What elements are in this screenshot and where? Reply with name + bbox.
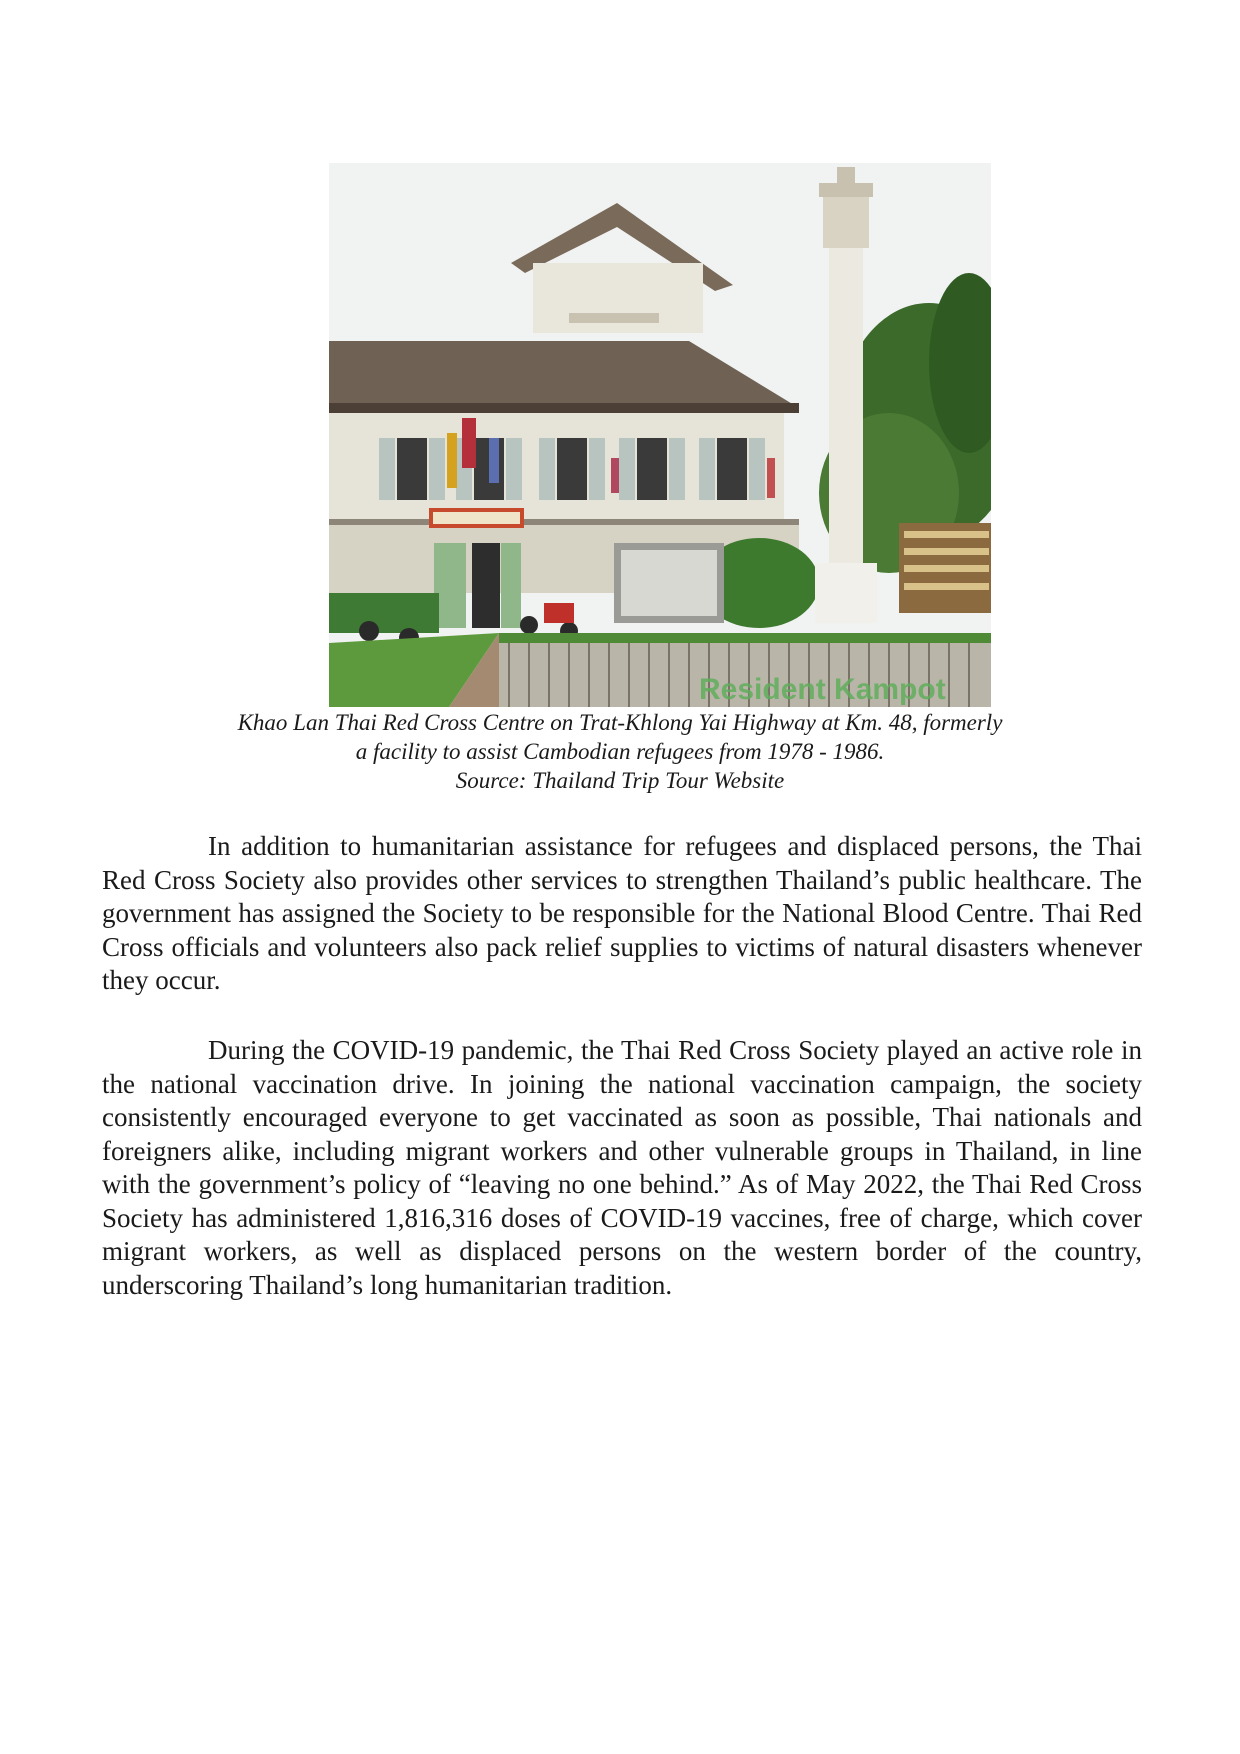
body-paragraph-2: During the COVID-19 pandemic, the Thai Red Cross Society played an active role in the national vaccination drive. In joining the national vaccination campaign, the society consistently encouraged everyone to get vaccinated as soon as possible, Thai nationals and foreigners alike, including migrant workers and other vulnerable groups in Thailand, in line with the government’s policy of “leaving no one behind.” As of May 2022, the Thai Red Cross Society has administered 1,816,316 doses of COVID-19 vaccines, free of charge, which cover migrant workers, as well as displaced persons on the western border of the country, underscoring Thailand’s long humanitarian tradition. [102,1035,1142,1300]
body-paragraph-1: In addition to humanitarian assistance for refugees and displaced persons, the Thai Red Cross Society also provides other services to strengthen Thailand’s public healthcare. The government has assigned the Society to be responsible for the National Blood Centre. Thai Red Cross officials and volunteers also pack relief supplies to victims of natural disasters whenever they occur. [102,831,1142,995]
photo-caption [160,708,1080,795]
photo-building-icon [329,163,991,707]
building-photo [329,163,991,707]
photo-watermark: Resident Kampot [699,673,946,706]
caption-line-1: Khao Lan Thai Red Cross Centre on Trat-Khlong Yai Highway at Km. 48, formerly [237,710,1003,735]
caption-source: Source: Thailand Trip Tour Website [455,768,785,793]
caption-line-2: a facility to assist Cambodian refugees from 1978 - 1986. [355,739,885,764]
